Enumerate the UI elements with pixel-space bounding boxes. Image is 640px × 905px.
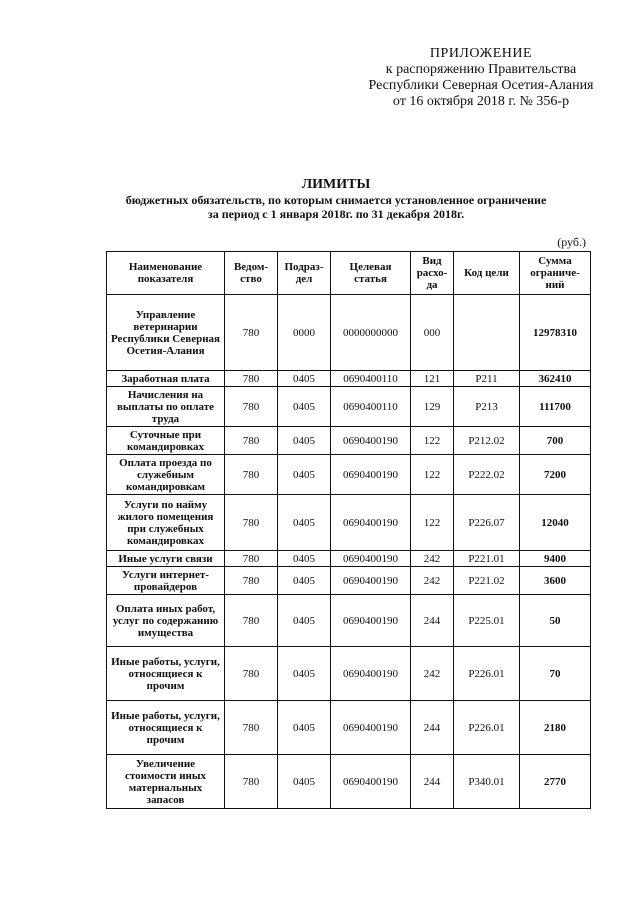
cell-statya: 0690400190 <box>331 647 411 701</box>
table-row <box>107 427 591 455</box>
cell-summa: 3600 <box>520 567 591 595</box>
cell-vid: 129 <box>411 387 454 427</box>
header-statya: Целевая статья <box>331 252 411 295</box>
cell-statya: 0690400190 <box>331 495 411 551</box>
cell-name: Оплата иных работ, услуг по содержанию имущества <box>107 595 225 647</box>
appendix-line-1: к распоряжению Правительства <box>385 62 577 77</box>
cell-summa: 700 <box>520 427 591 455</box>
cell-kod: Р222.02 <box>454 455 520 495</box>
cell-summa: 2180 <box>520 701 591 755</box>
cell-summa: 7200 <box>520 455 591 495</box>
cell-razdel: 0405 <box>278 647 331 701</box>
cell-kod: Р226.01 <box>454 647 520 701</box>
units-label: (руб.) <box>557 235 586 249</box>
cell-name: Управление ветеринарии Республики Северная Осетия-Алания <box>107 295 225 371</box>
cell-statya: 0690400190 <box>331 595 411 647</box>
table-row <box>107 701 591 755</box>
cell-razdel: 0405 <box>278 455 331 495</box>
table-row <box>107 387 591 427</box>
header-summa: Сумма ограниче-ний <box>520 252 591 295</box>
table-row <box>107 647 591 701</box>
cell-kod: Р221.01 <box>454 551 520 567</box>
document-subtitle-2: за период с 1 января 2018г. по 31 декабря 2018г. <box>207 207 465 221</box>
cell-vid: 121 <box>411 371 454 387</box>
cell-statya: 0690400190 <box>331 455 411 495</box>
cell-summa: 12978310 <box>520 295 591 371</box>
cell-vid: 244 <box>411 755 454 809</box>
cell-kod <box>454 295 520 371</box>
appendix-block <box>340 46 622 110</box>
header-name: Наименование показателя <box>107 252 225 295</box>
limits-table <box>106 251 591 809</box>
cell-vid: 244 <box>411 701 454 755</box>
cell-name: Услуги по найму жилого помещения при служебных командировках <box>107 495 225 551</box>
cell-vid: 242 <box>411 567 454 595</box>
cell-name: Иные работы, услуги, относящиеся к прочим <box>107 701 225 755</box>
cell-name: Иные услуги связи <box>107 551 225 567</box>
cell-name: Иные работы, услуги, относящиеся к прочим <box>107 647 225 701</box>
cell-kod: Р226.01 <box>454 701 520 755</box>
cell-summa: 362410 <box>520 371 591 387</box>
cell-ved: 780 <box>225 295 278 371</box>
cell-vid: 122 <box>411 427 454 455</box>
cell-vid: 000 <box>411 295 454 371</box>
cell-kod: Р225.01 <box>454 595 520 647</box>
cell-vid: 244 <box>411 595 454 647</box>
cell-name: Суточные при командировках <box>107 427 225 455</box>
cell-statya: 0690400110 <box>331 387 411 427</box>
table-row <box>107 295 591 371</box>
table-row <box>107 567 591 595</box>
cell-summa: 111700 <box>520 387 591 427</box>
cell-razdel: 0405 <box>278 427 331 455</box>
cell-summa: 12040 <box>520 495 591 551</box>
cell-razdel: 0405 <box>278 387 331 427</box>
table-row <box>107 455 591 495</box>
cell-statya: 0690400190 <box>331 701 411 755</box>
cell-ved: 780 <box>225 647 278 701</box>
cell-ved: 780 <box>225 567 278 595</box>
cell-ved: 780 <box>225 371 278 387</box>
appendix-line-2: Республики Северная Осетия-Алания <box>368 78 594 93</box>
cell-statya: 0690400110 <box>331 371 411 387</box>
cell-statya: 0690400190 <box>331 551 411 567</box>
cell-razdel: 0405 <box>278 371 331 387</box>
cell-ved: 780 <box>225 427 278 455</box>
cell-ved: 780 <box>225 387 278 427</box>
cell-name: Оплата проезда по служебным командировкам <box>107 455 225 495</box>
cell-ved: 780 <box>225 595 278 647</box>
cell-ved: 780 <box>225 495 278 551</box>
cell-razdel: 0405 <box>278 567 331 595</box>
cell-vid: 122 <box>411 495 454 551</box>
header-vedomstvo: Ведом-ство <box>225 252 278 295</box>
cell-kod: Р212.02 <box>454 427 520 455</box>
header-kod: Код цели <box>454 252 520 295</box>
table-row <box>107 371 591 387</box>
cell-statya: 0690400190 <box>331 755 411 809</box>
document-title-block <box>60 177 612 221</box>
table-row <box>107 595 591 647</box>
cell-summa: 9400 <box>520 551 591 567</box>
cell-vid: 242 <box>411 647 454 701</box>
cell-name: Заработная плата <box>107 371 225 387</box>
table-row <box>107 495 591 551</box>
appendix-line-3: от 16 октября 2018 г. № 356-р <box>392 94 570 109</box>
cell-statya: 0000000000 <box>331 295 411 371</box>
cell-name: Начисления на выплаты по оплате труда <box>107 387 225 427</box>
cell-ved: 780 <box>225 551 278 567</box>
cell-summa: 70 <box>520 647 591 701</box>
appendix-title: ПРИЛОЖЕНИЕ <box>429 46 533 61</box>
table-row <box>107 551 591 567</box>
cell-kod: Р211 <box>454 371 520 387</box>
table-row <box>107 755 591 809</box>
cell-summa: 50 <box>520 595 591 647</box>
cell-kod: Р340.01 <box>454 755 520 809</box>
cell-name: Услуги интернет-провайдеров <box>107 567 225 595</box>
cell-razdel: 0000 <box>278 295 331 371</box>
cell-razdel: 0405 <box>278 551 331 567</box>
header-vid: Вид расхо-да <box>411 252 454 295</box>
cell-statya: 0690400190 <box>331 427 411 455</box>
cell-razdel: 0405 <box>278 701 331 755</box>
cell-ved: 780 <box>225 701 278 755</box>
cell-kod: Р221.02 <box>454 567 520 595</box>
header-razdel: Подраз-дел <box>278 252 331 295</box>
cell-ved: 780 <box>225 755 278 809</box>
cell-vid: 122 <box>411 455 454 495</box>
cell-kod: Р213 <box>454 387 520 427</box>
cell-razdel: 0405 <box>278 755 331 809</box>
cell-ved: 780 <box>225 455 278 495</box>
table-header-row <box>107 252 591 295</box>
cell-razdel: 0405 <box>278 595 331 647</box>
cell-razdel: 0405 <box>278 495 331 551</box>
document-subtitle-1: бюджетных обязательств, по которым снимается установленное ограничение <box>125 193 547 207</box>
cell-name: Увеличение стоимости иных материальных запасов <box>107 755 225 809</box>
cell-statya: 0690400190 <box>331 567 411 595</box>
document-title: ЛИМИТЫ <box>301 177 371 192</box>
cell-kod: Р226.07 <box>454 495 520 551</box>
cell-vid: 242 <box>411 551 454 567</box>
cell-summa: 2770 <box>520 755 591 809</box>
